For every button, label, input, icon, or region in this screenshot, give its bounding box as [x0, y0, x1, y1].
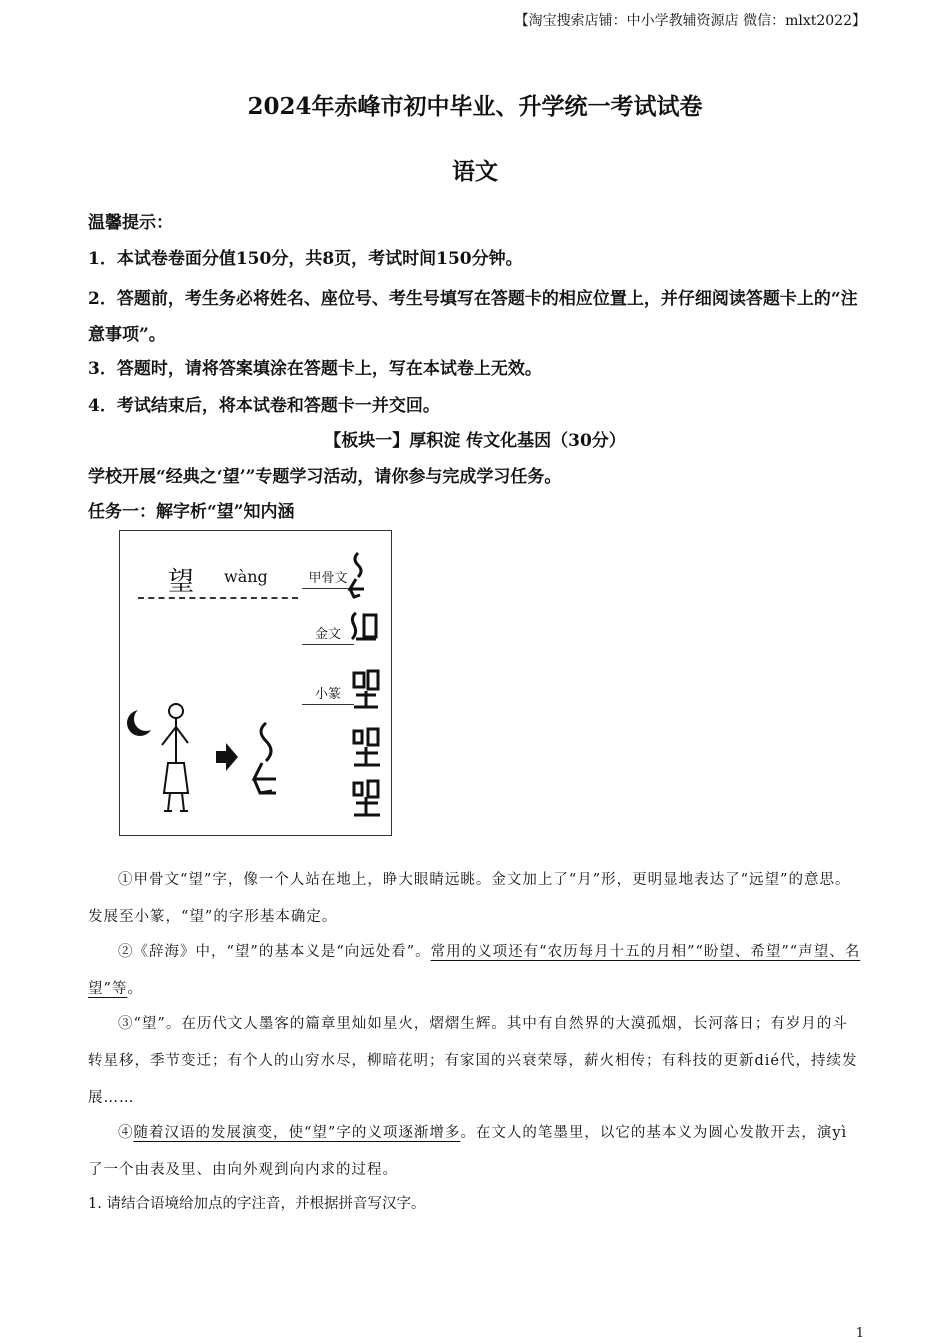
- figure-pinyin: wàng: [224, 567, 268, 586]
- figure-illustration: [120, 531, 391, 835]
- tip-item-2: 2．答题前，考生务必将姓名、座位号、考生号填写在答题卡的相应位置上，并仔细阅读答题卡上的“注意事项”。: [88, 289, 858, 345]
- task-1-heading: 任务一：解字析“望”知内涵: [88, 502, 295, 522]
- paragraph-4: [88, 1115, 862, 1189]
- tip-item-1: 1．本试卷卷面分值150分，共8页，考试时间150分钟。: [88, 249, 523, 269]
- figure-character: 望: [168, 567, 195, 597]
- activity-intro: 学校开展“经典之‘望’”专题学习活动，请你参与完成学习任务。: [88, 467, 562, 487]
- character-evolution-figure: [119, 530, 392, 836]
- section-heading: 【板块一】厚积淀 传文化基因（30分）: [324, 431, 626, 451]
- bronze-glyph: [352, 613, 376, 639]
- clerical-glyph: [354, 729, 380, 765]
- small-seal-glyph: [354, 671, 378, 707]
- exam-title: 2024年赤峰市初中毕业、升学统一考试试卷: [247, 93, 703, 120]
- paragraph-3: ③“望”。在历代文人墨客的篇章里灿如星火，熠熠生辉。其中有自然界的大漠孤烟，长河落日；有岁月的斗转星移，季节变迁；有个人的山穷水尽，柳暗花明；有家国的兴衰荣辱，薪火相传；有科技的更新dié代，持续发展……: [88, 1016, 858, 1106]
- paragraph-2: [88, 934, 862, 1008]
- person-figure: [162, 704, 188, 811]
- moon-icon: [127, 707, 158, 736]
- paragraph-2-text: ②《辞海》中，“望”的基本义是“向远处看”。: [118, 944, 431, 960]
- paragraph-4-underlined: 随着汉语的发展演变，使“望”字的义项逐渐增多: [133, 1125, 461, 1141]
- oracle-bone-glyph: [350, 553, 364, 597]
- paragraph-2-end: 。: [127, 981, 143, 997]
- page-number: 1: [855, 1326, 864, 1341]
- label-oracle-bone: 甲骨文: [302, 567, 354, 589]
- regular-script-glyph: [354, 781, 380, 815]
- paragraph-1: ①甲骨文“望”字，像一个人站在地上，睁大眼睛远眺。金文加上了“月”形，更明显地表达了“远望”的意思。发展至小篆，“望”的字形基本确定。: [88, 872, 851, 925]
- paragraph-2-underlined: 常用的义项还有“农历每月十五的月相”“盼望、希望”“声望、名望”等: [88, 944, 861, 997]
- tip-item-3: 3．答题时，请将答案填涂在答题卡上，写在本试卷上无效。: [88, 359, 542, 379]
- tip-item-4: 4．考试结束后，将本试卷和答题卡一并交回。: [88, 396, 440, 416]
- enlarged-oracle-glyph: [254, 723, 276, 793]
- paragraph-4-end: 。在文人的笔墨里，以它的基本义为圆心发散开去，演yì了一个由表及里、由向外观到向内求的过程。: [88, 1125, 848, 1178]
- label-bronze-script: 金文: [302, 623, 354, 645]
- tips-heading: 温馨提示：: [88, 213, 173, 233]
- exam-subject: 语文: [452, 158, 498, 185]
- right-arrow-icon: [216, 743, 238, 771]
- paragraph-4-marker: ④: [118, 1125, 134, 1141]
- header-note: 【淘宝搜索店铺：中小学教辅资源店 微信：mlxt2022】: [514, 13, 866, 29]
- question-1: 1. 请结合语境给加点的字注音，并根据拼音写汉字。: [88, 1196, 426, 1212]
- label-small-seal: 小篆: [302, 683, 354, 705]
